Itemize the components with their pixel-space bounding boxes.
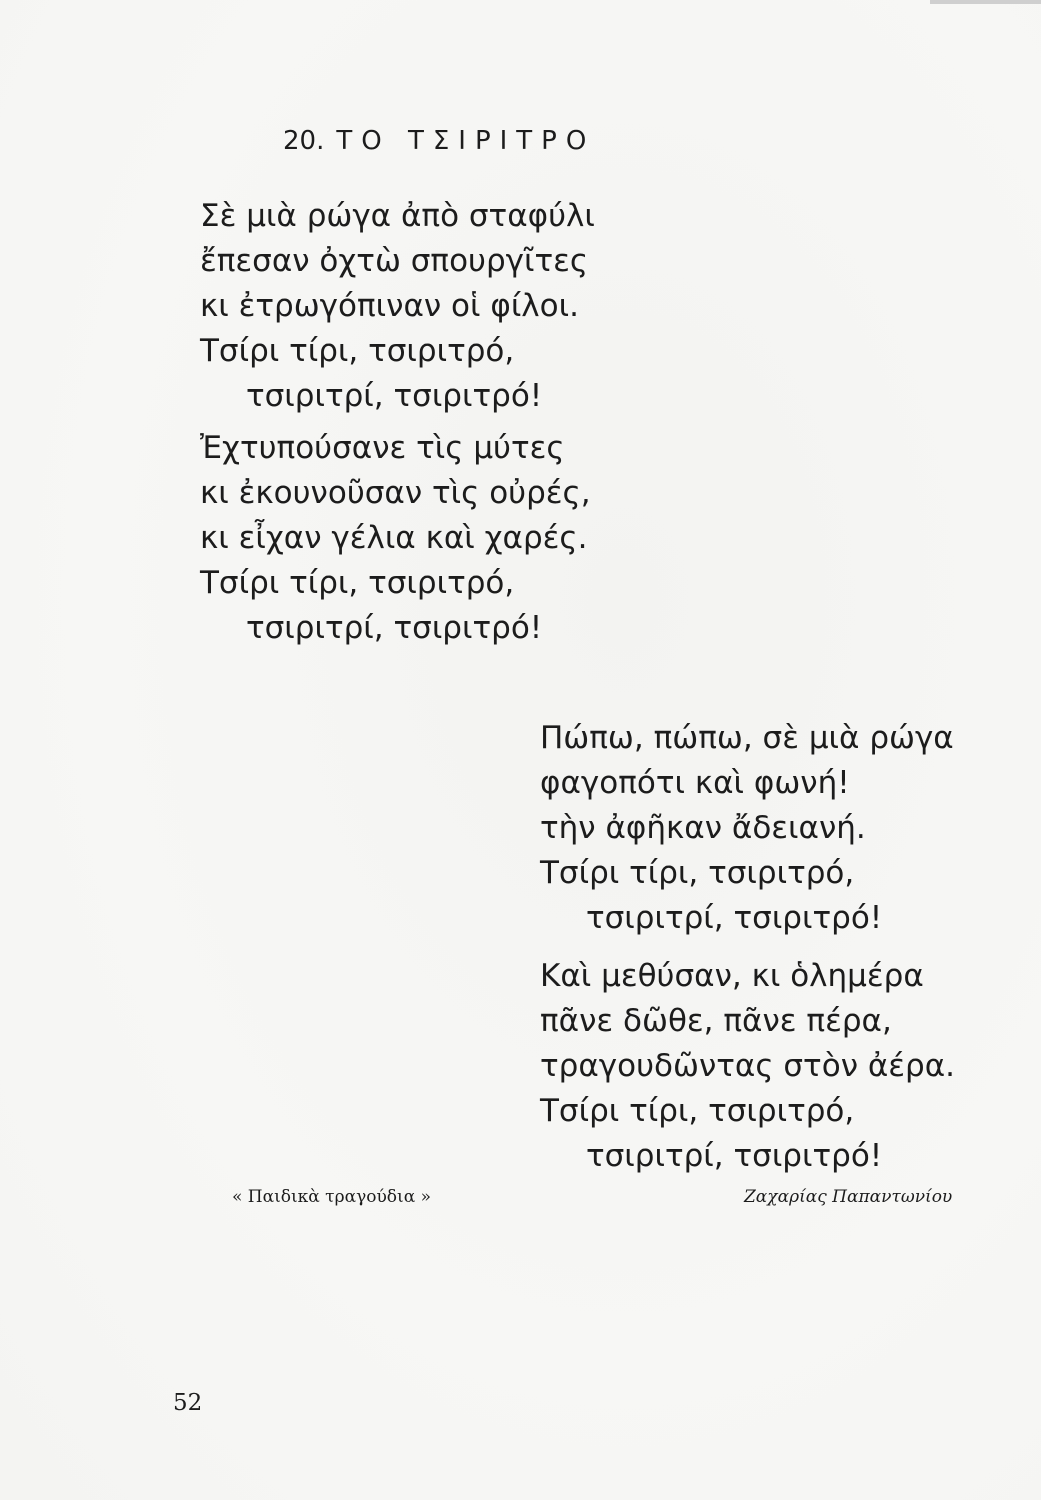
refrain-line: τσιριτρί, τσιριτρό! <box>246 610 543 646</box>
refrain-line: τσιριτρί, τσιριτρό! <box>586 900 883 936</box>
refrain-line: Τσίρι τίρι, τσιριτρό, <box>540 855 855 891</box>
verse-line: Ἐχτυπούσανε τὶς μύτες <box>200 430 565 466</box>
refrain-line: Τσίρι τίρι, τσιριτρό, <box>540 1093 855 1129</box>
verse-line: Σὲ μιὰ ρώγα ἀπὸ σταφύλι <box>200 198 595 234</box>
stanza-2 <box>200 426 591 651</box>
verse-line: κι ἐκουνοῦσαν τὶς οὐρές, <box>200 475 591 511</box>
verse-line: κι ἐτρωγόπιναν οἱ φίλοι. <box>200 288 579 324</box>
author-name: Ζαχαρίας Παπαντωνίου <box>744 1187 953 1207</box>
verse-line: Πώπω, πώπω, σὲ μιὰ ρώγα <box>540 720 954 756</box>
refrain-line: Τσίρι τίρι, τσιριτρό, <box>200 565 515 601</box>
poem-title <box>283 126 595 156</box>
refrain-line: τσιριτρί, τσιριτρό! <box>246 378 543 414</box>
refrain-line: Τσίρι τίρι, τσιριτρό, <box>200 333 515 369</box>
poem-title-text: ΤΟ ΤΣΙΡΙΤΡΟ <box>336 126 596 156</box>
refrain-line: τσιριτρί, τσιριτρό! <box>586 1138 883 1174</box>
page-number: 52 <box>173 1390 203 1416</box>
verse-line: ἔπεσαν ὀχτὼ σπουργῖτες <box>200 243 589 279</box>
verse-line: φαγοπότι καὶ φωνή! <box>540 765 850 801</box>
poem-number: 20. <box>283 126 325 156</box>
verse-line: κι εἶχαν γέλια καὶ χαρές. <box>200 520 588 556</box>
verse-line: τὴν ἀφῆκαν ἄδειανή. <box>540 810 866 846</box>
scan-edge <box>930 0 1041 4</box>
verse-line: πᾶνε δῶθε, πᾶνε πέρα, <box>540 1003 892 1039</box>
stanza-3 <box>540 716 954 941</box>
stanza-1 <box>200 194 595 419</box>
stanza-4 <box>540 954 955 1179</box>
verse-line: Καὶ μεθύσαν, κι ὁλημέρα <box>540 958 924 994</box>
source-caption: « Παιδικὰ τραγούδια » <box>232 1187 431 1207</box>
verse-line: τραγουδῶντας στὸν ἀέρα. <box>540 1048 956 1084</box>
